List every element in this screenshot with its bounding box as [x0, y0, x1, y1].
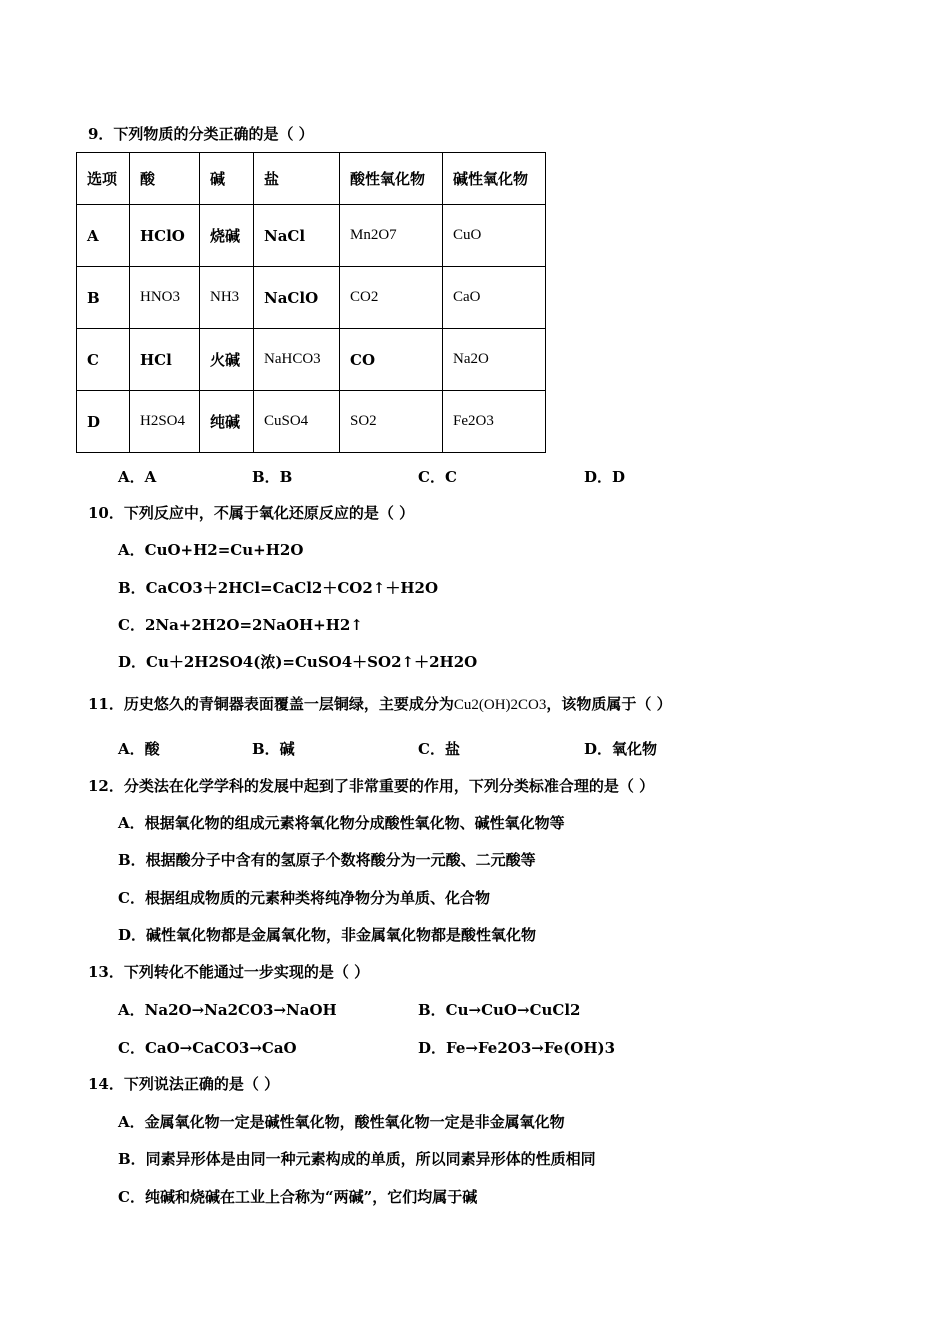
q13-stem: 13．下列转化不能通过一步实现的是（ ） — [88, 963, 370, 981]
q9-stem: 9．下列物质的分类正确的是（ ） — [88, 125, 314, 143]
cell-basic-oxide: CaO — [443, 267, 546, 329]
q14-option-c[interactable]: C．纯碱和烧碱在工业上合称为“两碱”，它们均属于碱 — [118, 1188, 478, 1206]
q10-option-d[interactable]: D．Cu＋2H2SO4(浓)=CuSO4＋SO2↑＋2H2O — [118, 653, 478, 671]
q10-option-a[interactable]: A．CuO+H2=Cu+H2O — [118, 541, 304, 559]
q14-option-a[interactable]: A．金属氧化物一定是碱性氧化物，酸性氧化物一定是非金属氧化物 — [118, 1113, 565, 1131]
q11-option-a[interactable]: A．酸 — [118, 740, 160, 758]
table-row — [77, 267, 546, 329]
cell-salt: NaCl — [254, 205, 340, 267]
q12-option-b[interactable]: B．根据酸分子中含有的氢原子个数将酸分为一元酸、二元酸等 — [118, 851, 536, 869]
q12-option-c[interactable]: C．根据组成物质的元素种类将纯净物分为单质、化合物 — [118, 889, 490, 907]
q13-option-b[interactable]: B．Cu→CuO→CuCl2 — [418, 1001, 581, 1019]
q12-option-a[interactable]: A．根据氧化物的组成元素将氧化物分成酸性氧化物、碱性氧化物等 — [118, 814, 565, 832]
cell-base: NH3 — [200, 267, 254, 329]
q14-option-b[interactable]: B．同素异形体是由同一种元素构成的单质，所以同素异形体的性质相同 — [118, 1150, 596, 1168]
header-basic-oxide: 碱性氧化物 — [443, 153, 546, 205]
cell-basic-oxide: Fe2O3 — [443, 391, 546, 453]
table-row — [77, 391, 546, 453]
cell-acidic-oxide: CO2 — [340, 267, 443, 329]
q13-option-c[interactable]: C．CaO→CaCO3→CaO — [118, 1039, 297, 1057]
cell-acid: HClO — [130, 205, 200, 267]
row-label: B — [77, 267, 130, 329]
q11-formula: Cu2(OH)2CO3 — [453, 697, 547, 713]
header-acid: 酸 — [130, 153, 200, 205]
q11-stem — [88, 694, 672, 715]
header-base: 碱 — [200, 153, 254, 205]
cell-acidic-oxide: Mn2O7 — [340, 205, 443, 267]
q11-stem-before: 11．历史悠久的青铜器表面覆盖一层铜绿，主要成分为 — [88, 695, 454, 713]
row-label: A — [77, 205, 130, 267]
q9-option-a[interactable]: A．A — [118, 468, 157, 486]
q13-option-d[interactable]: D．Fe→Fe2O3→Fe(OH)3 — [418, 1039, 616, 1057]
q11-option-b[interactable]: B．碱 — [252, 740, 295, 758]
header-acidic-oxide: 酸性氧化物 — [340, 153, 443, 205]
cell-acidic-oxide: SO2 — [340, 391, 443, 453]
q10-option-c[interactable]: C．2Na+2H2O=2NaOH+H2↑ — [118, 616, 363, 634]
q12-option-d[interactable]: D．碱性氧化物都是金属氧化物，非金属氧化物都是酸性氧化物 — [118, 926, 537, 944]
q11-stem-after: ，该物质属于（ ） — [546, 695, 672, 713]
cell-base: 纯碱 — [200, 391, 254, 453]
cell-salt: CuSO4 — [254, 391, 340, 453]
q9-option-b[interactable]: B．B — [252, 468, 293, 486]
cell-acidic-oxide: CO — [340, 329, 443, 391]
row-label: C — [77, 329, 130, 391]
header-option: 选项 — [77, 153, 130, 205]
q10-option-b[interactable]: B．CaCO3＋2HCl=CaCl2＋CO2↑＋H2O — [118, 579, 439, 597]
cell-basic-oxide: CuO — [443, 205, 546, 267]
cell-base: 火碱 — [200, 329, 254, 391]
cell-salt: NaClO — [254, 267, 340, 329]
table-row — [77, 329, 546, 391]
cell-acid: H2SO4 — [130, 391, 200, 453]
q11-option-d[interactable]: D．氧化物 — [584, 740, 658, 758]
classification-table — [76, 152, 546, 453]
q12-stem: 12．分类法在化学学科的发展中起到了非常重要的作用，下列分类标准合理的是（ ） — [88, 777, 655, 795]
table-row — [77, 205, 546, 267]
table-header-row — [77, 153, 546, 205]
cell-basic-oxide: Na2O — [443, 329, 546, 391]
q10-stem: 10．下列反应中，不属于氧化还原反应的是（ ） — [88, 504, 415, 522]
cell-salt: NaHCO3 — [254, 329, 340, 391]
q13-option-a[interactable]: A．Na2O→Na2CO3→NaOH — [118, 1001, 337, 1019]
q9-option-d[interactable]: D．D — [584, 468, 626, 486]
cell-base: 烧碱 — [200, 205, 254, 267]
q9-option-c[interactable]: C．C — [418, 468, 457, 486]
cell-acid: HCl — [130, 329, 200, 391]
q11-option-c[interactable]: C．盐 — [418, 740, 460, 758]
cell-acid: HNO3 — [130, 267, 200, 329]
header-salt: 盐 — [254, 153, 340, 205]
q14-stem: 14．下列说法正确的是（ ） — [88, 1075, 280, 1093]
row-label: D — [77, 391, 130, 453]
